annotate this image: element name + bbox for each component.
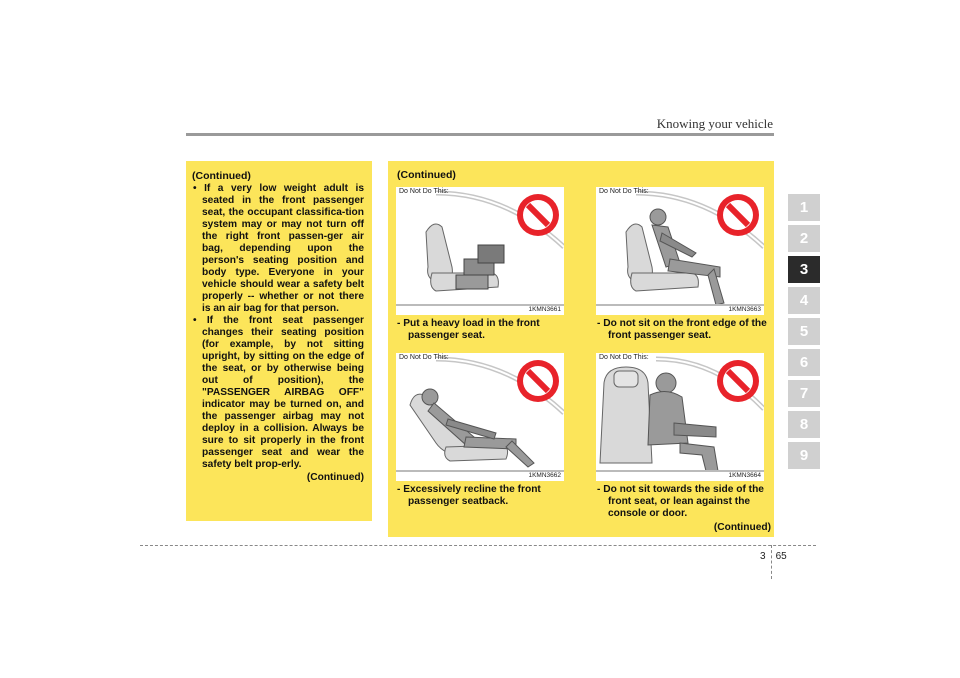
- figure-recline: [396, 353, 564, 481]
- chapter-tab-6[interactable]: 6: [788, 349, 820, 376]
- right-continued-head: (Continued): [397, 169, 456, 181]
- header-rule: [186, 133, 774, 136]
- footer-rule: [140, 545, 816, 546]
- prohibition-icon: [717, 194, 759, 236]
- right-continued-end: (Continued): [713, 522, 771, 533]
- chapter-tab-4[interactable]: 4: [788, 287, 820, 314]
- figure-label: Do Not Do This:: [399, 354, 449, 361]
- figure-code: 1KMN3661: [528, 306, 561, 313]
- figure-label: Do Not Do This:: [399, 188, 449, 195]
- figure-lean-side: [596, 353, 764, 481]
- caption-heavy-load: - Put a heavy load in the front passenger seat.: [397, 318, 540, 341]
- chapter-tabs: [788, 194, 820, 473]
- chapter-tab-3[interactable]: 3: [788, 256, 820, 283]
- chapter-tab-1[interactable]: 1: [788, 194, 820, 221]
- chapter-tab-7[interactable]: 7: [788, 380, 820, 407]
- caption-recline: - Excessively recline the front passenger seatback.: [397, 484, 541, 507]
- section-title: Knowing your vehicle: [656, 116, 773, 131]
- front-edge-illustration: [596, 187, 764, 315]
- figure-front-edge: [596, 187, 764, 315]
- caption-lean-side: - Do not sit towards the side of the front seat, or lean against the console or door.: [597, 484, 764, 519]
- left-continued-end: (Continued): [306, 472, 364, 483]
- recline-illustration: [396, 353, 564, 481]
- bullet-seating-position: • If the front seat passenger changes their seating position (for example, by not sitting upright, by sitting on the edge of the seat, or by otherwise being out of position), the "PASSENGER AIRBAG OFF" indicator may be turned on, and the passenger airbag may not deploy in a collision. Always be sure to sit properly in the front passenger seat and wear the safety belt prop-erly.: [193, 315, 364, 470]
- figure-code: 1KMN3662: [528, 472, 561, 479]
- figure-heavy-load: [396, 187, 564, 315]
- heavy-load-illustration: [396, 187, 564, 315]
- chapter-tab-9[interactable]: 9: [788, 442, 820, 469]
- figure-code: 1KMN3663: [728, 306, 761, 313]
- page-number: [760, 551, 787, 562]
- figure-label: Do Not Do This:: [599, 354, 649, 361]
- chapter-tab-5[interactable]: 5: [788, 318, 820, 345]
- prohibition-icon: [517, 194, 559, 236]
- left-text-block: [190, 183, 364, 484]
- left-continued-head: (Continued): [192, 170, 251, 182]
- chapter-tab-8[interactable]: 8: [788, 411, 820, 438]
- chapter-number: 3: [760, 551, 766, 562]
- figure-code: 1KMN3664: [728, 472, 761, 479]
- prohibition-icon: [517, 360, 559, 402]
- lean-side-illustration: [596, 353, 764, 481]
- prohibition-icon: [717, 360, 759, 402]
- page-number-value: 65: [775, 551, 787, 562]
- chapter-tab-2[interactable]: 2: [788, 225, 820, 252]
- figure-label: Do Not Do This:: [599, 188, 649, 195]
- caption-front-edge: - Do not sit on the front edge of the front passenger seat.: [597, 318, 767, 341]
- bullet-low-weight-adult: • If a very low weight adult is seated in the front passenger seat, the occupant classifica-tion system may or may not turn off the right front passen-ger air bag, depending upon the person's seating position and body type. Everyone in your vehicle should wear a safety belt properly -- whether or not there is an air bag for that person.: [193, 183, 364, 314]
